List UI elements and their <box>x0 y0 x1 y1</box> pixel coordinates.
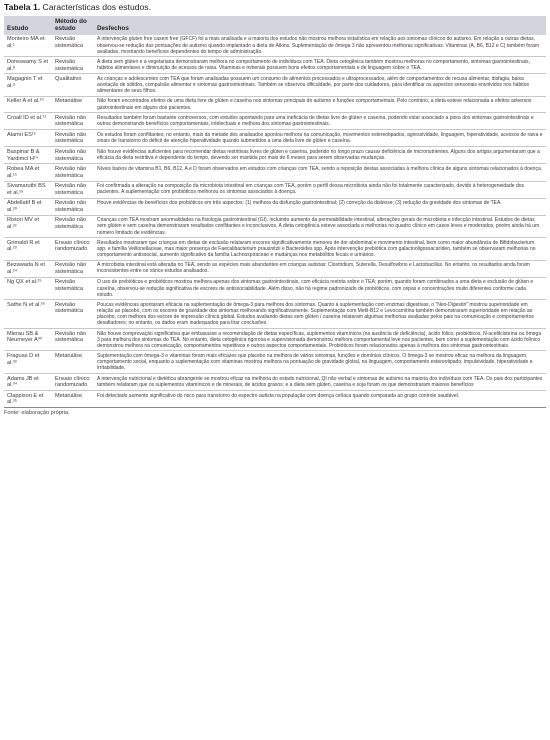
outcome-cell: Não houve evidências suficientes para recomendar dietas restritivas livres de glúten e caseína, podendo no longo prazo causar deficiência de micronutrientes. Alguns dos artigos argumentaram que a eficácia da dieta restritiva é dependente do tempo, devendo ser mantida por mais de 6 meses para serem observadas mudanças. <box>94 147 546 164</box>
outcome-cell: Níveis baixos de vitamina B1, B6, B12, A e D foram observados em estudos com crianças com TEA, sendo a reposição destas associadas à melhora clínica de alguns sintomas relacionados à doença. <box>94 164 546 181</box>
method-cell: Metanálise <box>52 391 94 408</box>
table-row <box>4 164 546 181</box>
outcome-cell: A intervenção nutricional e dietética abrangente se mostrou eficaz na melhoria do estado nutricional, QI não verbal e sintomas de autismo na maioria dos indivíduos com TEA. Os pais dos participantes também relataram que os suplementos vitamínicos e de minerais, de ácidos graxos; e a dieta sem glúten, caseína e soja foram os que demonstraram maiores benefícios <box>94 373 546 390</box>
method-cell: Revisão sistemática <box>52 300 94 329</box>
study-cell: Sivamaruthi BS et al.¹⁶ <box>4 181 52 198</box>
table-body <box>4 35 546 408</box>
table-row <box>4 198 546 215</box>
method-cell: Revisão não sistemática <box>52 198 94 215</box>
method-cell: Metanálise <box>52 351 94 374</box>
study-cell: Bezawada N et al.²⁴ <box>4 260 52 277</box>
method-cell: Revisão não sistemática <box>52 147 94 164</box>
study-cell: Magagnin T et al.⁹ <box>4 74 52 97</box>
outcome-cell: Foi detectado aumento significativo do risco para transtorno do espectro autista na população com doença celíaca quando comparada ao grupo controle saudável. <box>94 391 546 408</box>
study-cell: Ng QX et al.²⁵ <box>4 277 52 300</box>
study-cell: Croall ID et al.¹¹ <box>4 113 52 130</box>
header-method: Método do estudo <box>52 16 94 35</box>
outcome-cell: Não foram encontrados efeitos de uma dieta livre de glúten e caseína nos sintomas principais do autismo e funções comportamentais. Pelo contrário, a dieta esteve relacionada a efeitos adversos gastrointestinais em alguns dos pacientes. <box>94 96 546 112</box>
method-cell: Ensaio clínico randomizado <box>52 238 94 261</box>
outcome-cell: Resultados mostraram que crianças em dietas de exclusão relataram escores significativamente menores de dor abdominal e movimento intestinal, bem como maior abundância de Bifidobacterium spp. e família Veillonellaceae, mas maior presença de Faecalibacterium prausnitzii e Bacteroides spp. Após intervenção prebiótica com galactooligossacarídeo, também se observaram melhorias no comportamento antissocial, aumento significativo da família Lachnospiraceae e mudanças nos metabólitos fecais e urinários. <box>94 238 546 261</box>
study-cell: Alamri ES¹² <box>4 130 52 147</box>
method-cell: Revisão não sistemática <box>52 260 94 277</box>
method-cell: Revisão não sistemática <box>52 181 94 198</box>
study-cell: Fraguas D et al.³³ <box>4 351 52 374</box>
table-caption <box>4 2 546 13</box>
table-row <box>4 147 546 164</box>
outcome-cell: A dieta sem glúten e a vegetariana demonstraram melhora no comportamento de indivíduos com TEA. Dieta cetogênica também mostrou melhoras no comportamento, sintomas gastrointestinais, hábitos alimentares e diminuição de acessos de raiva. Vitaminas e minerais possuem bons efeitos comportamentais e de linguagem sobre o TEA. <box>94 57 546 74</box>
table-caption-text: Características dos estudos. <box>42 2 151 12</box>
study-cell: Mierau SB & Neumeyer A³⁰ <box>4 328 52 351</box>
table-header <box>4 16 546 35</box>
table-source-note: Fonte: elaboração própria. <box>4 410 70 417</box>
table-row <box>4 74 546 97</box>
studies-table <box>4 16 546 408</box>
outcome-cell: A intervenção gluten free casein free (GFCF) foi a mais analisada e a maioria dos estudos não mostrou melhora estatística em relação aos sintomas clínicos do autismo. Em relação a outras dietas, observou-se redução das pontuações de autismo quando implantado a dieta de Atkins. Suplementação de ômega 3 não apresentou melhoras significativas. Vitaminas (A, B6, B12 e C) também foram avaliadas, mostrando benefícios dependentes do tempo de administração. <box>94 35 546 57</box>
table-row <box>4 35 546 57</box>
study-cell: Grimaldi R et al.²³ <box>4 238 52 261</box>
table-caption-label: Tabela 1. <box>4 2 41 12</box>
method-cell: Metanálise <box>52 96 94 112</box>
table-row <box>4 351 546 374</box>
study-cell: Baspinar B & Yardimci H¹⁴ <box>4 147 52 164</box>
study-cell: Robea MA et al.¹⁵ <box>4 164 52 181</box>
outcome-cell: Houve evidências de benefícios dos probióticos em três aspectos: (1) melhora da disfunção gastrointestinal; (2) correção da disbiose; (3) redução da gravidade dos sintomas de TEA. <box>94 198 546 215</box>
study-cell: Sathe N et al.²⁶ <box>4 300 52 329</box>
table-row <box>4 277 546 300</box>
table-row <box>4 181 546 198</box>
table-row <box>4 113 546 130</box>
study-cell: Abdellatif B et al.²⁰ <box>4 198 52 215</box>
study-cell: Adams JB et al.³⁴ <box>4 373 52 390</box>
table-row <box>4 391 546 408</box>
outcome-cell: O uso de prebióticos e probióticos mostrou melhora apenas dos sintomas gastrointestinais, com eficácia restrita sobre o TEA; porém, quando foram combinados a uma dieta e exclusão de glúten e caseína, observou-se redução significativa de escores de antissociabilidade. Além disso, não há regime padronizado de probióticos, com cepas e concentrações muito diferentes conforme cada estudo. <box>94 277 546 300</box>
method-cell: Revisão sistemática <box>52 277 94 300</box>
study-cell: Ristori MV et al.²² <box>4 215 52 238</box>
study-cell: Clappison E et al.³⁵ <box>4 391 52 408</box>
header-outcomes: Desfechos <box>94 16 546 35</box>
table-row <box>4 57 546 74</box>
outcome-cell: As crianças e adolescentes com TEA que foram analisadas possuem um consumo de alimentos processados e ultraprocessados, além de comportamentos de recusa alimentar, disfagia, baixa aceitação de sólidos, compulsão alimentar e sintomas gastrointestinais. Também se observou dificuldade, por parte dos cuidadores, para identificar os aspectos sensoriais envolvidos nos hábitos alimentares de seus filhos. <box>94 74 546 97</box>
method-cell: Revisão não sistemática <box>52 164 94 181</box>
method-cell: Revisão sistemática <box>52 57 94 74</box>
outcome-cell: Resultados também foram bastante controversos, com estudos apontando para uma ineficácia de dietas livre de glúten e caseína, podendo estar associado a piora dos sintomas gastrointestinais e outros demonstrando benefícios comportamentais, intelectuais e melhora dos sintomas gastrointestinais. <box>94 113 546 130</box>
outcome-cell: A microbiota intestinal está alterada no TEA, sendo as espécies mais abundantes em crianças autistas: Clostridium, Suterella, Desulfovibrio e Lactobacillus. No entanto, os resultados ainda foram inconsistentes entre os vários estudos analisados. <box>94 260 546 277</box>
outcome-cell: Poucas evidências apontaram eficácia na suplementação de ômega-3 para melhora dos sintomas. Quanto à suplementação com enzimas digestivas, o "Neo-Digestin" mostrou superioridade em relação ao placebo, com os escores de gravidade dos sintomas melhorando significativamente. Suplementação com Metil-B12 e Levocarnitina também demonstraram superioridade em relação ao placebo, com melhora dos escore de impressão clínica global. Estudos avaliando dietas sem glúten / caseína relataram algumas melhorias avaliadas pelos pais na comunicação e comportamentos desafiadores; no entanto, os dados eram inadequados para tirar conclusões. <box>94 300 546 329</box>
table-row <box>4 238 546 261</box>
method-cell: Revisão sistemática <box>52 35 94 57</box>
method-cell: Revisão não sistemática <box>52 328 94 351</box>
outcome-cell: Suplementação com ômega-3 e vitaminas foram mais eficazes que placebo na melhora de vários sintomas, funções e domínios clínicos. O ômega-3 se mostrou eficaz na melhora da linguagem, comportamento social, enquanto a suplementação com vitaminas mostrou melhora na pontuação de gravidade global, na linguagem, comportamento estereotipado, impulsividade, hiperatividade e irritabilidade. <box>94 351 546 374</box>
table-row <box>4 215 546 238</box>
method-cell: Revisão não sistemática <box>52 215 94 238</box>
header-row <box>4 16 546 35</box>
outcome-cell: Foi confirmada a alteração na composição da microbiota intestinal em crianças com TEA, porém o perfil dessa microbiota ainda não foi totalmente caracterizado, devido à heterogeneidade dos pacientes. A suplementação com probióticos melhorou os sintomas associados à doença. <box>94 181 546 198</box>
table-row <box>4 300 546 329</box>
method-cell: Ensaio clínico randomizado <box>52 373 94 390</box>
table-row <box>4 130 546 147</box>
outcome-cell: Crianças com TEA mostram anormalidades na fisiologia gastrointestinal (GI), incluindo aumento da permeabilidade intestinal, alterações gerais de microbiota e infecção intestinal. Estudos de dietas sem glúten e sem caseína demonstraram resultados conflitantes e inconclusivos. A dieta cetogênica esteve associada a melhorias no quadro clínico em casos leves e moderados, porém ainda há um número limitado de evidências. <box>94 215 546 238</box>
study-cell: Keller A et al.¹⁰ <box>4 96 52 112</box>
outcome-cell: Não houve comprovação significativa que embasasse a recomendação de dietas específicas, suplementos vitamínicos (na ausência de deficiência), ácido fólico, probióticos, N-acetilcisteína ou ômega 3 para melhora dos sintomas do TEA. No entanto, dieta cetogênica rigorosa e supervisionada demonstrou melhora comportamental leve nos pacientes, bem como a suplementação com ácido folínico demonstrou melhora na comunicação, comportamentos repetitivos e outros aspectos comportamentais. Probióticos foram relacionados apenas à melhora dos sintomas gastrointestinais. <box>94 328 546 351</box>
study-cell: Doreswamy S et al.⁸ <box>4 57 52 74</box>
table-row <box>4 328 546 351</box>
table-row <box>4 260 546 277</box>
method-cell: Revisão não sistemática <box>52 130 94 147</box>
outcome-cell: Os estudos foram conflitantes; no entanto, mais da metade dos analisados apontou melhora na comunicação, movimentos estereotipados, agressividade, linguagem, hiperatividade, acessos de raiva e sinais de transtorno do déficit de atenção hiperatividade quando submetidos a uma dieta livre de glúten e caseína. <box>94 130 546 147</box>
header-study: Estudo <box>4 16 52 35</box>
method-cell: Revisão não sistemática <box>52 113 94 130</box>
method-cell: Qualitativo <box>52 74 94 97</box>
study-cell: Monteiro MA et al.¹ <box>4 35 52 57</box>
table-row <box>4 96 546 112</box>
table-row <box>4 373 546 390</box>
